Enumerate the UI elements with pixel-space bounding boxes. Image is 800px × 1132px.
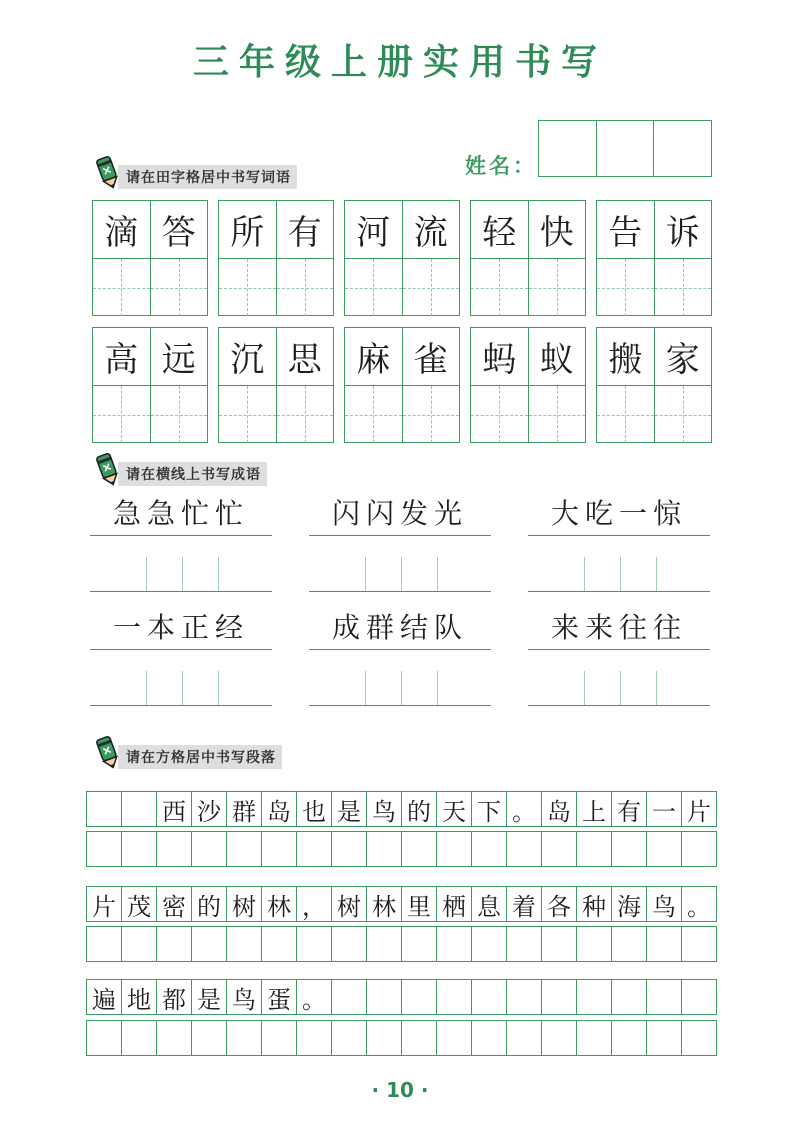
word-char: 远 xyxy=(151,328,208,385)
grid-cell: 上 xyxy=(577,792,612,826)
grid-cell xyxy=(542,980,577,1014)
idiom-text: 成群结队 xyxy=(309,606,491,650)
idiom-text: 大吃一惊 xyxy=(528,492,710,536)
word-box[interactable] xyxy=(596,327,712,443)
grid-cell: 茂 xyxy=(122,887,157,921)
grid-cell: 地 xyxy=(122,980,157,1014)
grid-cell: 里 xyxy=(402,887,437,921)
paragraph-practice-row[interactable] xyxy=(86,831,717,867)
paragraph-text-row xyxy=(86,886,717,922)
word-box[interactable] xyxy=(344,200,460,316)
paragraph-text-row xyxy=(86,791,717,827)
word-box[interactable] xyxy=(344,327,460,443)
word-box[interactable] xyxy=(596,200,712,316)
grid-cell: 树 xyxy=(332,887,367,921)
word-char: 搬 xyxy=(597,328,654,385)
grid-cell: 种 xyxy=(577,887,612,921)
word-char: 家 xyxy=(655,328,712,385)
idiom-write-line[interactable] xyxy=(309,665,491,706)
word-box[interactable] xyxy=(470,200,586,316)
page-title: 三年级上册实用书写 xyxy=(192,42,607,83)
grid-cell xyxy=(507,980,542,1014)
paragraph-grid-1 xyxy=(86,791,717,867)
grid-cell: 蛋 xyxy=(262,980,297,1014)
grid-cell: 海 xyxy=(612,887,647,921)
section-label: 请在田字格居中书写词语 xyxy=(118,165,297,189)
grid-cell: 栖 xyxy=(437,887,472,921)
word-char: 沉 xyxy=(219,328,276,385)
grid-cell: 片 xyxy=(87,887,122,921)
idiom-text: 来来往往 xyxy=(528,606,710,650)
name-box[interactable] xyxy=(539,121,597,176)
word-char: 河 xyxy=(345,201,402,258)
word-char: 蚂 xyxy=(471,328,528,385)
grid-cell xyxy=(682,980,716,1014)
grid-cell: 遍 xyxy=(87,980,122,1014)
grid-cell: 是 xyxy=(192,980,227,1014)
word-char: 滴 xyxy=(93,201,150,258)
idiom-item xyxy=(90,492,272,592)
idiom-item xyxy=(309,606,491,706)
word-char: 思 xyxy=(277,328,334,385)
grid-cell xyxy=(647,980,682,1014)
paragraph-grid-2 xyxy=(86,886,717,962)
grid-cell: 有 xyxy=(612,792,647,826)
idiom-write-line[interactable] xyxy=(528,551,710,592)
grid-cell: 鸟 xyxy=(367,792,402,826)
idiom-text: 闪闪发光 xyxy=(309,492,491,536)
word-char: 告 xyxy=(597,201,654,258)
word-grid-row-1 xyxy=(92,200,712,316)
grid-cell: 岛 xyxy=(542,792,577,826)
grid-cell: 。 xyxy=(687,892,711,921)
grid-cell xyxy=(367,980,402,1014)
word-box[interactable] xyxy=(470,327,586,443)
word-grid-row-2 xyxy=(92,327,712,443)
word-char: 有 xyxy=(277,201,334,258)
word-char: 答 xyxy=(151,201,208,258)
grid-cell: 都 xyxy=(157,980,192,1014)
grid-cell: 林 xyxy=(367,887,402,921)
grid-cell: 是 xyxy=(332,792,367,826)
idiom-write-line[interactable] xyxy=(528,665,710,706)
grid-cell: 林 xyxy=(262,887,297,921)
name-label: 姓名： xyxy=(465,154,537,178)
idiom-item xyxy=(528,606,710,706)
grid-cell xyxy=(332,980,367,1014)
grid-cell: 息 xyxy=(472,887,507,921)
grid-cell xyxy=(87,792,122,826)
idiom-row-2 xyxy=(90,606,710,706)
grid-cell: ， xyxy=(297,887,332,921)
grid-cell: 的 xyxy=(402,792,437,826)
idiom-text: 一本正经 xyxy=(90,606,272,650)
idiom-item xyxy=(528,492,710,592)
grid-cell: 各 xyxy=(542,887,577,921)
name-boxes[interactable] xyxy=(538,120,712,177)
grid-cell: 沙 xyxy=(192,792,227,826)
idiom-item xyxy=(90,606,272,706)
grid-cell: 天 xyxy=(437,792,472,826)
grid-cell: 西 xyxy=(157,792,192,826)
grid-cell: 。 xyxy=(297,980,332,1014)
grid-cell xyxy=(472,980,507,1014)
grid-cell: 密 xyxy=(157,887,192,921)
word-char: 轻 xyxy=(471,201,528,258)
grid-cell: 下 xyxy=(472,792,507,826)
word-box[interactable] xyxy=(92,327,208,443)
grid-cell xyxy=(437,980,472,1014)
grid-cell: 的 xyxy=(192,887,227,921)
section-label: 请在横线上书写成语 xyxy=(118,462,267,486)
grid-cell: 一 xyxy=(647,792,682,826)
word-char: 所 xyxy=(219,201,276,258)
paragraph-text-row xyxy=(86,979,717,1015)
word-char: 高 xyxy=(93,328,150,385)
paragraph-grid-3 xyxy=(86,979,717,1056)
word-char: 蚁 xyxy=(529,328,586,385)
word-box[interactable] xyxy=(218,200,334,316)
grid-cell xyxy=(577,980,612,1014)
grid-cell: 也 xyxy=(297,792,332,826)
word-char: 快 xyxy=(529,201,586,258)
paragraph-practice-row[interactable] xyxy=(86,1020,717,1056)
word-char: 麻 xyxy=(345,328,402,385)
grid-cell: 鸟 xyxy=(227,980,262,1014)
idiom-write-line[interactable] xyxy=(309,551,491,592)
word-char: 诉 xyxy=(655,201,712,258)
grid-cell: 群 xyxy=(227,792,262,826)
word-box[interactable] xyxy=(92,200,208,316)
name-box[interactable] xyxy=(654,121,711,176)
grid-cell: 树 xyxy=(227,887,262,921)
grid-cell: 鸟 xyxy=(647,887,682,921)
idiom-item xyxy=(309,492,491,592)
idiom-write-line[interactable] xyxy=(90,665,272,706)
grid-cell xyxy=(612,980,647,1014)
idiom-text: 急急忙忙 xyxy=(90,492,272,536)
word-char: 雀 xyxy=(403,328,460,385)
grid-cell xyxy=(402,980,437,1014)
word-box[interactable] xyxy=(218,327,334,443)
paragraph-practice-row[interactable] xyxy=(86,926,717,962)
name-box[interactable] xyxy=(597,121,655,176)
grid-cell: 岛 xyxy=(262,792,297,826)
idiom-row-1 xyxy=(90,492,710,592)
page-number: · 10 · xyxy=(371,1078,429,1102)
grid-cell: 着 xyxy=(507,887,542,921)
grid-cell: 。 xyxy=(507,792,542,826)
idiom-write-line[interactable] xyxy=(90,551,272,592)
word-char: 流 xyxy=(403,201,460,258)
section-label: 请在方格居中书写段落 xyxy=(118,745,282,769)
grid-cell: 片 xyxy=(687,797,711,826)
grid-cell xyxy=(122,792,157,826)
